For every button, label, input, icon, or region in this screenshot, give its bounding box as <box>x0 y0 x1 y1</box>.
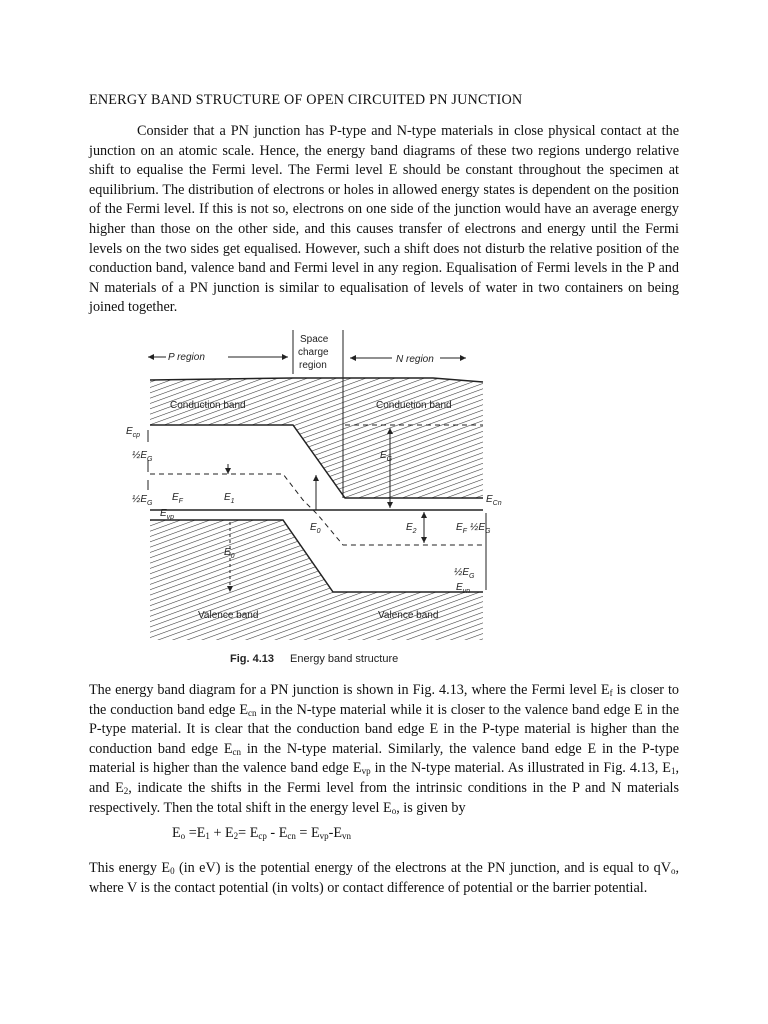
energy-band-figure <box>88 330 688 670</box>
valence-band-right-label: Valence band <box>378 610 439 621</box>
half-eg-mid-label: $\frac{1}{2}E_G$ <box>132 494 153 507</box>
page-title: ENERGY BAND STRUCTURE OF OPEN CIRCUITED PN JUNCTION <box>89 92 523 108</box>
ecn-label: $E_{Cn}$ <box>486 494 502 507</box>
ecp-label: $E_{cp}$ <box>126 426 141 439</box>
space-charge-label-2: charge <box>298 347 329 358</box>
half-eg-top-label: $\frac{1}{2}E_G$ <box>132 450 153 463</box>
valence-band-region <box>150 520 483 640</box>
ef-left-label: $E_F$ <box>172 492 183 505</box>
evn-label: $E_{vn}$ <box>456 582 471 595</box>
energy-shift-equation: $E_o =E_1 + E_2= E_{cp} - E_{cn} = E_{vp}-E_{vn}$ <box>172 825 352 841</box>
space-charge-label-3: region <box>299 360 327 371</box>
diagram-explanation-paragraph: The energy band diagram for a PN junction is shown in Fig. 4.13, where the Fermi level $E_f$ is closer to the conduction band edge $E_{cn}$ in the N-type material while it is closer to the valence band edge E in the P-type material. It is clear that the conduction band edge E in the P-type material is higher than the conduction band edge $E_{cn}$ in the N-type material. Similarly, the valence band edge E in the P-type material is higher than the valence band edge $E_{vp}$ in the N-type material. As illustrated in Fig. 4.13, $E_1$, and $E_2$, indicate the shifts in the Fermi level from the intrinsic conditions in the P and N materials respectively. Then the total shift in the energy level $E_o$, is given by <box>89 682 680 816</box>
intro-paragraph: Consider that a PN junction has P-type and N-type materials in close physical contact at the junction on an atomic scale. Hence, the energy band diagrams of these two regions undergo relative shift to equalise the Fermi level. The Fermi level E should be constant throughout the specimen at equilibrium. The distribution of electrons or holes in allowed energy states is dependent on the position of the Fermi level. If this is not so, electrons on one side of the junction would have an average energy higher than those on the other side, and this causes transfer of electrons and energy until the Fermi levels on the two sides get equalised. However, such a shift does not disturb the relative position of the conduction band, valence band and Fermi level in any region. Equalisation of Fermi levels in the P and N materials of a PN junction is similar to equalisation of levels of water in two containers on being joined together. <box>89 123 679 316</box>
space-charge-label-1: Space <box>300 334 329 345</box>
half-eg-right2-label: $\frac{1}{2}E_G$ <box>454 567 475 580</box>
conduction-band-left-label: Conduction band <box>170 400 246 411</box>
figure-caption-text: Energy band structure <box>290 653 399 665</box>
p-region-label: P region <box>168 352 205 363</box>
conduction-band-right-label: Conduction band <box>376 400 452 411</box>
evp-label: $E_{vp}$ <box>160 508 175 521</box>
e0-mid-label: $E_0$ <box>310 522 321 535</box>
e1-label: $E_1$ <box>224 492 235 505</box>
e0-left-label: $E_0$ <box>224 547 235 560</box>
half-eg-right-label: $\frac{1}{2}E_G$ <box>470 522 491 535</box>
ef-right-label: $E_F$ <box>456 522 467 535</box>
potential-energy-paragraph: This energy $E_0$ (in eV) is the potential energy of the electrons at the PN junction, and is equal to $qV_o$, where V is the contact potential (in volts) or contact difference of potential or the barrier potential. <box>89 860 679 896</box>
n-region-label: N region <box>396 354 434 365</box>
valence-band-left-label: Valence band <box>198 610 259 621</box>
eg-label: $E_G$ <box>380 450 393 463</box>
figure-caption-label: Fig. 4.13 <box>230 653 275 665</box>
e2-label: $E_2$ <box>406 522 417 535</box>
